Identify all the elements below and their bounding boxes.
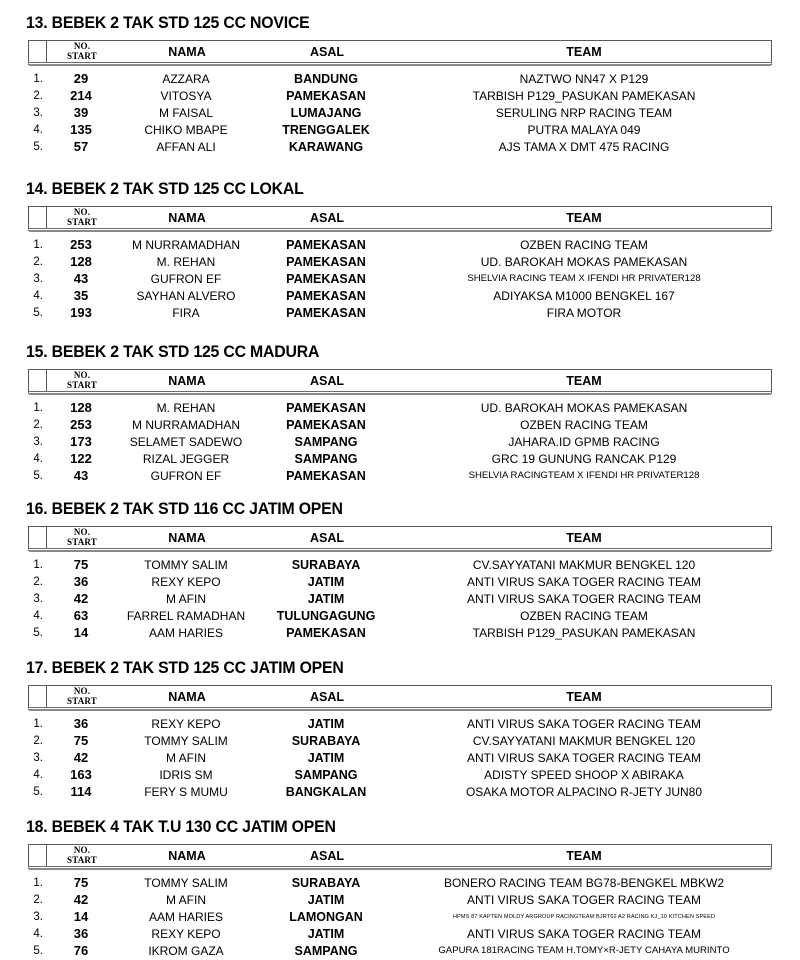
cell-rank: 3.	[33, 272, 43, 285]
cell-team: TARBISH P129_PASUKAN PAMEKASAN	[472, 88, 696, 103]
cell-nama: AFFAN ALI	[156, 139, 216, 154]
cell-team: HPMS 87 KAPTEN MOLDY ARGROUP RACINGTEAM BJRT62 A2 RACING KJ_10 KITCHEN SPEED	[452, 913, 716, 920]
cell-nama: FIRA	[172, 305, 200, 320]
cell-nama: M AFIN	[165, 750, 206, 765]
cell-team: UD. BAROKAH MOKAS PAMEKASAN	[480, 254, 688, 269]
table-row	[28, 715, 772, 732]
cell-asal: TULUNGAGUNG	[276, 608, 376, 623]
section-title: 15. BEBEK 2 TAK STD 125 CC MADURA	[26, 342, 320, 361]
cell-asal: SURABAYA	[291, 557, 361, 572]
cell-team: CV.SAYYATANI MAKMUR BENGKEL 120	[472, 557, 696, 572]
table-body	[28, 70, 772, 155]
cell-asal: TRENGGALEK	[282, 122, 370, 137]
cell-asal: BANGKALAN	[285, 784, 367, 799]
cell-nama: AZZARA	[162, 71, 210, 86]
column-header-asal: ASAL	[309, 44, 345, 59]
column-header-no-line2: START	[66, 50, 98, 61]
table-row	[28, 908, 772, 925]
cell-rank: 5.	[33, 944, 43, 957]
column-header-no-start	[47, 208, 117, 227]
cell-rank: 4.	[33, 768, 43, 781]
section-title: 17. BEBEK 2 TAK STD 125 CC JATIM OPEN	[26, 658, 344, 677]
section-title: 13. BEBEK 2 TAK STD 125 CC NOVICE	[26, 13, 310, 32]
cell-no-start: 128	[70, 254, 92, 269]
cell-no-start: 42	[73, 892, 89, 907]
cell-nama: TOMMY SALIM	[144, 733, 228, 748]
cell-team: SHELVIA RACINGTEAM X IFENDI HR PRIVATER128	[468, 470, 700, 481]
table-row	[28, 783, 772, 800]
table-row	[28, 749, 772, 766]
cell-no-start: 42	[73, 750, 89, 765]
cell-nama: RIZAL JEGGER	[142, 451, 230, 466]
column-header-no-line1: NO.	[73, 41, 91, 51]
cell-team: SERULING NRP RACING TEAM	[495, 105, 673, 120]
table-row	[28, 573, 772, 590]
column-header-team: TEAM	[566, 210, 602, 225]
cell-team: NAZTWO NN47 X P129	[519, 71, 649, 86]
cell-team: ANTI VIRUS SAKA TOGER RACING TEAM	[466, 750, 702, 765]
cell-no-start: 163	[70, 767, 92, 782]
cell-no-start: 39	[73, 105, 89, 120]
cell-no-start: 76	[73, 943, 89, 958]
cell-nama: M AFIN	[165, 892, 206, 907]
column-header-nama: NAMA	[168, 689, 206, 704]
column-header-no-start	[47, 371, 117, 390]
cell-team: JAHARA.ID GPMB RACING	[508, 434, 660, 449]
column-header-rank	[29, 207, 47, 228]
cell-nama: M. REHAN	[156, 254, 216, 269]
cell-asal: PAMEKASAN	[286, 254, 366, 269]
column-header-no-line2: START	[66, 536, 98, 547]
cell-asal: SAMPANG	[294, 943, 358, 958]
cell-no-start: 29	[73, 71, 89, 86]
column-header-rank	[29, 527, 47, 548]
cell-asal: PAMEKASAN	[286, 271, 366, 286]
column-header-no-line1: NO.	[73, 370, 91, 380]
table-row	[28, 138, 772, 155]
cell-nama: M AFIN	[165, 591, 206, 606]
column-header-team: TEAM	[566, 373, 602, 388]
cell-asal: JATIM	[307, 716, 345, 731]
cell-team: AJS TAMA X DMT 475 RACING	[498, 139, 670, 154]
cell-rank: 1.	[33, 401, 43, 414]
cell-asal: SURABAYA	[291, 733, 361, 748]
cell-no-start: 63	[73, 608, 89, 623]
cell-no-start: 128	[70, 400, 92, 415]
cell-asal: SURABAYA	[291, 875, 361, 890]
table-header-row	[28, 369, 772, 394]
table-row	[28, 766, 772, 783]
cell-nama: TOMMY SALIM	[144, 557, 228, 572]
column-header-nama: NAMA	[168, 210, 206, 225]
cell-rank: 2.	[33, 734, 43, 747]
cell-nama: CHIKO MBAPE	[144, 122, 228, 137]
cell-rank: 5.	[33, 306, 43, 319]
cell-no-start: 35	[73, 288, 89, 303]
cell-team: GAPURA 181RACING TEAM H.TOMY×R-JETY CAHAYA MURINTO	[438, 945, 730, 956]
cell-no-start: 214	[70, 88, 92, 103]
table-row	[28, 732, 772, 749]
cell-rank: 2.	[33, 89, 43, 102]
table-row	[28, 450, 772, 467]
table-row	[28, 121, 772, 138]
cell-no-start: 173	[70, 434, 92, 449]
cell-asal: JATIM	[307, 926, 345, 941]
table-header-row	[28, 206, 772, 231]
cell-rank: 1.	[33, 72, 43, 85]
table-row	[28, 942, 772, 959]
cell-nama: VITOSYA	[160, 88, 212, 103]
cell-rank: 1.	[33, 717, 43, 730]
result-section	[0, 343, 800, 484]
section-title: 16. BEBEK 2 TAK STD 116 CC JATIM OPEN	[26, 499, 343, 518]
table-header-row	[28, 526, 772, 551]
cell-asal: PAMEKASAN	[286, 288, 366, 303]
cell-asal: PAMEKASAN	[286, 237, 366, 252]
column-header-team: TEAM	[566, 44, 602, 59]
column-header-nama: NAMA	[168, 373, 206, 388]
column-header-rank	[29, 686, 47, 707]
table-header-row	[28, 844, 772, 869]
table-body	[28, 236, 772, 321]
column-header-no-line1: NO.	[73, 527, 91, 537]
cell-no-start: 114	[70, 784, 92, 799]
column-header-asal: ASAL	[309, 210, 345, 225]
result-section	[0, 14, 800, 155]
column-header-asal: ASAL	[309, 848, 345, 863]
column-header-no-line2: START	[66, 695, 98, 706]
cell-team: OSAKA MOTOR ALPACINO R-JETY JUN80	[465, 784, 703, 799]
cell-asal: LAMONGAN	[289, 909, 363, 924]
table-row	[28, 433, 772, 450]
result-section	[0, 659, 800, 800]
cell-asal: JATIM	[307, 574, 345, 589]
table-body	[28, 399, 772, 484]
column-header-no-line2: START	[66, 216, 98, 227]
cell-rank: 2.	[33, 893, 43, 906]
column-header-asal: ASAL	[309, 530, 345, 545]
column-header-nama: NAMA	[168, 530, 206, 545]
table-row	[28, 104, 772, 121]
cell-no-start: 42	[73, 591, 89, 606]
cell-team: ADISTY SPEED SHOOP X ABIRAKA	[484, 767, 684, 782]
results-table	[28, 369, 772, 484]
cell-nama: AAM HARIES	[148, 909, 223, 924]
cell-rank: 4.	[33, 927, 43, 940]
cell-asal: KARAWANG	[288, 139, 364, 154]
column-header-rank	[29, 845, 47, 866]
cell-asal: SAMPANG	[294, 767, 358, 782]
results-table	[28, 40, 772, 155]
cell-team: OZBEN RACING TEAM	[520, 608, 648, 623]
cell-team: ADIYAKSA M1000 BENGKEL 167	[493, 288, 675, 303]
cell-rank: 3.	[33, 592, 43, 605]
cell-no-start: 36	[73, 926, 89, 941]
cell-asal: SAMPANG	[294, 451, 358, 466]
column-header-team: TEAM	[566, 530, 602, 545]
cell-team: OZBEN RACING TEAM	[520, 417, 648, 432]
result-section	[0, 818, 800, 959]
column-header-asal: ASAL	[309, 373, 345, 388]
result-section	[0, 180, 800, 321]
column-header-no-line1: NO.	[73, 845, 91, 855]
cell-no-start: 75	[73, 557, 89, 572]
cell-team: ANTI VIRUS SAKA TOGER RACING TEAM	[466, 716, 702, 731]
cell-nama: SELAMET SADEWO	[129, 434, 243, 449]
cell-team: ANTI VIRUS SAKA TOGER RACING TEAM	[466, 574, 702, 589]
cell-rank: 2.	[33, 418, 43, 431]
cell-team: PUTRA MALAYA 049	[527, 122, 641, 137]
cell-rank: 2.	[33, 575, 43, 588]
cell-no-start: 253	[70, 417, 92, 432]
cell-rank: 1.	[33, 238, 43, 251]
cell-asal: JATIM	[307, 591, 345, 606]
cell-rank: 4.	[33, 123, 43, 136]
table-row	[28, 874, 772, 891]
cell-asal: PAMEKASAN	[286, 400, 366, 415]
column-header-no-start	[47, 846, 117, 865]
table-row	[28, 925, 772, 942]
table-row	[28, 624, 772, 641]
column-header-rank	[29, 370, 47, 391]
table-row	[28, 607, 772, 624]
column-header-team: TEAM	[566, 848, 602, 863]
column-header-asal: ASAL	[309, 689, 345, 704]
table-header-row	[28, 685, 772, 710]
cell-team: ANTI VIRUS SAKA TOGER RACING TEAM	[466, 591, 702, 606]
column-header-nama: NAMA	[168, 44, 206, 59]
cell-rank: 3.	[33, 910, 43, 923]
column-header-no-line2: START	[66, 854, 98, 865]
cell-rank: 3.	[33, 106, 43, 119]
cell-asal: PAMEKASAN	[286, 468, 366, 483]
table-row	[28, 467, 772, 484]
cell-team: ANTI VIRUS SAKA TOGER RACING TEAM	[466, 892, 702, 907]
cell-nama: AAM HARIES	[148, 625, 223, 640]
cell-nama: IDRIS SM	[159, 767, 213, 782]
cell-no-start: 57	[73, 139, 89, 154]
cell-asal: JATIM	[307, 892, 345, 907]
column-header-no-start	[47, 528, 117, 547]
cell-nama: IKROM GAZA	[148, 943, 224, 958]
table-row	[28, 399, 772, 416]
cell-team: CV.SAYYATANI MAKMUR BENGKEL 120	[472, 733, 696, 748]
cell-no-start: 75	[73, 733, 89, 748]
cell-nama: GUFRON EF	[150, 468, 222, 483]
table-body	[28, 715, 772, 800]
cell-rank: 1.	[33, 558, 43, 571]
results-table	[28, 685, 772, 800]
cell-no-start: 75	[73, 875, 89, 890]
cell-rank: 3.	[33, 435, 43, 448]
cell-no-start: 193	[70, 305, 92, 320]
cell-nama: FERY S MUMU	[144, 784, 228, 799]
cell-no-start: 14	[73, 625, 89, 640]
cell-nama: M. REHAN	[156, 400, 216, 415]
cell-no-start: 36	[73, 716, 89, 731]
cell-rank: 1.	[33, 876, 43, 889]
cell-asal: SAMPANG	[294, 434, 358, 449]
cell-nama: M FAISAL	[158, 105, 214, 120]
table-row	[28, 304, 772, 321]
table-row	[28, 590, 772, 607]
results-table	[28, 206, 772, 321]
cell-team: ANTI VIRUS SAKA TOGER RACING TEAM	[466, 926, 702, 941]
cell-nama: M NURRAMADHAN	[132, 237, 240, 252]
cell-rank: 4.	[33, 289, 43, 302]
section-title: 14. BEBEK 2 TAK STD 125 CC LOKAL	[26, 179, 304, 198]
cell-team: BONERO RACING TEAM BG78-BENGKEL MBKW2	[443, 875, 725, 890]
results-table	[28, 526, 772, 641]
cell-no-start: 253	[70, 237, 92, 252]
cell-nama: TOMMY SALIM	[144, 875, 228, 890]
cell-rank: 5.	[33, 140, 43, 153]
cell-nama: M NURRAMADHAN	[132, 417, 240, 432]
cell-rank: 4.	[33, 452, 43, 465]
cell-rank: 2.	[33, 255, 43, 268]
table-row	[28, 87, 772, 104]
column-header-nama: NAMA	[168, 848, 206, 863]
cell-asal: PAMEKASAN	[286, 625, 366, 640]
cell-rank: 5.	[33, 626, 43, 639]
cell-rank: 5.	[33, 785, 43, 798]
cell-team: FIRA MOTOR	[546, 305, 622, 320]
cell-no-start: 122	[70, 451, 92, 466]
cell-team: TARBISH P129_PASUKAN PAMEKASAN	[472, 625, 696, 640]
cell-no-start: 135	[70, 122, 92, 137]
result-section	[0, 500, 800, 641]
cell-asal: BANDUNG	[294, 71, 358, 86]
table-body	[28, 556, 772, 641]
section-title: 18. BEBEK 4 TAK T.U 130 CC JATIM OPEN	[26, 817, 336, 836]
cell-rank: 4.	[33, 609, 43, 622]
table-body	[28, 874, 772, 959]
column-header-no-line1: NO.	[73, 207, 91, 217]
column-header-team: TEAM	[566, 689, 602, 704]
column-header-no-line2: START	[66, 379, 98, 390]
table-row	[28, 287, 772, 304]
column-header-no-start	[47, 687, 117, 706]
cell-asal: PAMEKASAN	[286, 88, 366, 103]
table-row	[28, 891, 772, 908]
cell-rank: 3.	[33, 751, 43, 764]
cell-team: SHELVIA RACING TEAM X IFENDI HR PRIVATER128	[467, 273, 701, 284]
cell-nama: REXY KEPO	[151, 574, 221, 589]
cell-nama: SAYHAN ALVERO	[136, 288, 236, 303]
cell-team: UD. BAROKAH MOKAS PAMEKASAN	[480, 400, 688, 415]
column-header-no-line1: NO.	[73, 686, 91, 696]
cell-nama: REXY KEPO	[151, 926, 221, 941]
cell-no-start: 14	[73, 909, 89, 924]
cell-asal: PAMEKASAN	[286, 417, 366, 432]
cell-asal: LUMAJANG	[290, 105, 362, 120]
table-row	[28, 253, 772, 270]
column-header-rank	[29, 41, 47, 62]
table-row	[28, 416, 772, 433]
cell-nama: GUFRON EF	[150, 271, 222, 286]
cell-asal: PAMEKASAN	[286, 305, 366, 320]
cell-rank: 5.	[33, 469, 43, 482]
table-row	[28, 556, 772, 573]
results-table	[28, 844, 772, 959]
table-row	[28, 270, 772, 287]
table-row	[28, 236, 772, 253]
cell-asal: JATIM	[307, 750, 345, 765]
cell-nama: REXY KEPO	[151, 716, 221, 731]
cell-no-start: 36	[73, 574, 89, 589]
cell-team: GRC 19 GUNUNG RANCAK P129	[491, 451, 677, 466]
cell-team: OZBEN RACING TEAM	[520, 237, 648, 252]
cell-no-start: 43	[73, 468, 89, 483]
table-row	[28, 70, 772, 87]
column-header-no-start	[47, 42, 117, 61]
table-header-row	[28, 40, 772, 65]
cell-no-start: 43	[73, 271, 89, 286]
cell-nama: FARREL RAMADHAN	[126, 608, 246, 623]
